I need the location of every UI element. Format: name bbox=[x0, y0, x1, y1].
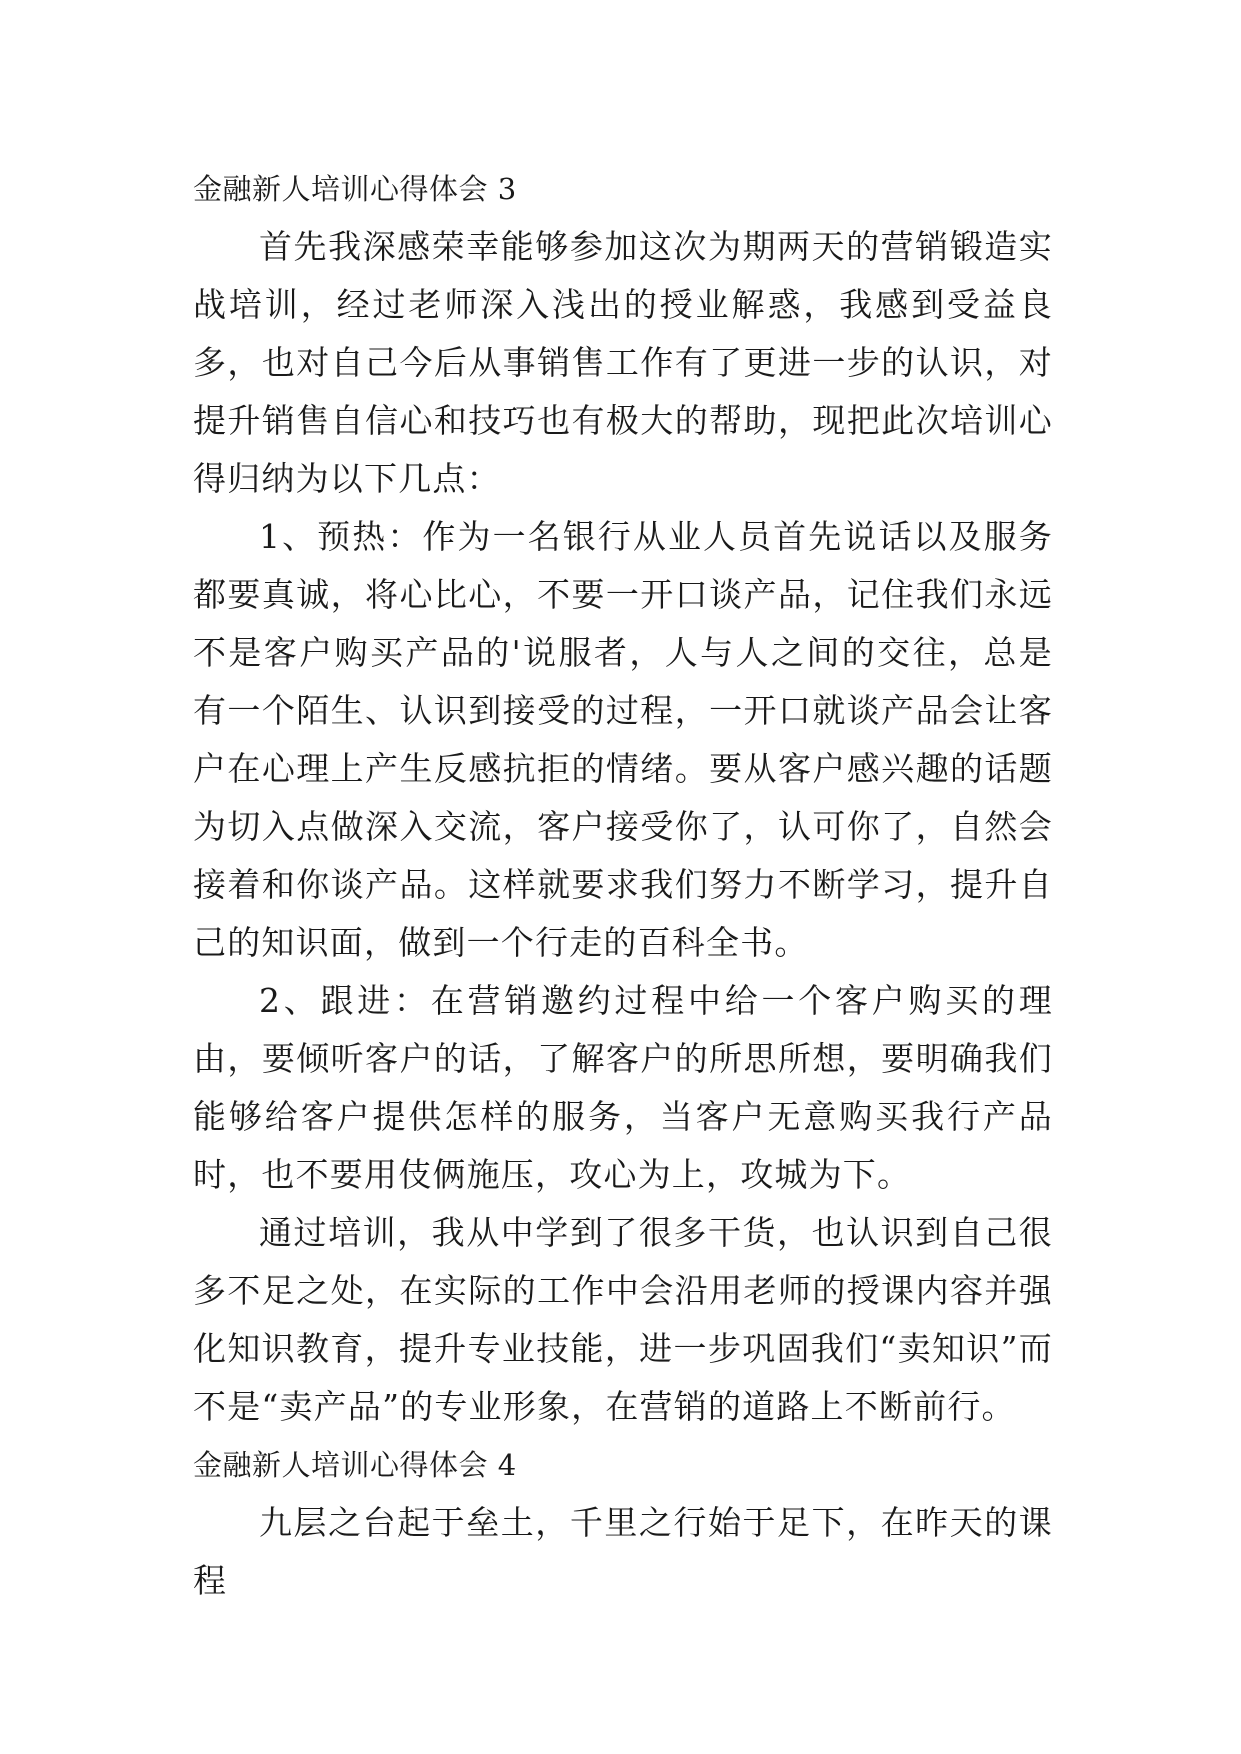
section-title: 金融新人培训心得体会 4 bbox=[193, 1448, 517, 1482]
paragraph: 2、跟进：在营销邀约过程中给一个客户购买的理由，要倾听客户的话，了解客户的所思所想，要明确我们能够给客户提供怎样的服务，当客户无意购买我行产品时，也不要用伎俩施压，攻心为上，攻城为下。 bbox=[193, 981, 1053, 1194]
paragraph: 九层之台起于垒土，千里之行始于足下，在昨天的课程 bbox=[193, 1503, 1053, 1600]
section-title: 金融新人培训心得体会 3 bbox=[193, 172, 517, 206]
paragraph: 首先我深感荣幸能够参加这次为期两天的营销锻造实战培训，经过老师深入浅出的授业解惑，我感到受益良多，也对自己今后从事销售工作有了更进一步的认识，对提升销售自信心和技巧也有极大的帮助，现把此次培训心得归纳为以下几点： bbox=[193, 227, 1053, 498]
paragraph: 1、预热：作为一名银行从业人员首先说话以及服务都要真诚，将心比心，不要一开口谈产品，记住我们永远不是客户购买产品的'说服者，人与人之间的交往，总是有一个陌生、认识到接受的过程，一开口就谈产品会让客户在心理上产生反感抗拒的情绪。要从客户感兴趣的话题为切入点做深入交流，客户接受你了，认可你了，自然会接着和你谈产品。这样就要求我们努力不断学习，提升自己的知识面，做到一个行走的百科全书。 bbox=[193, 517, 1053, 962]
paragraph: 通过培训，我从中学到了很多干货，也认识到自己很多不足之处，在实际的工作中会沿用老师的授课内容并强化知识教育，提升专业技能，进一步巩固我们“卖知识”而不是“卖产品”的专业形象，在营销的道路上不断前行。 bbox=[193, 1213, 1053, 1426]
document-page bbox=[193, 160, 1053, 1610]
